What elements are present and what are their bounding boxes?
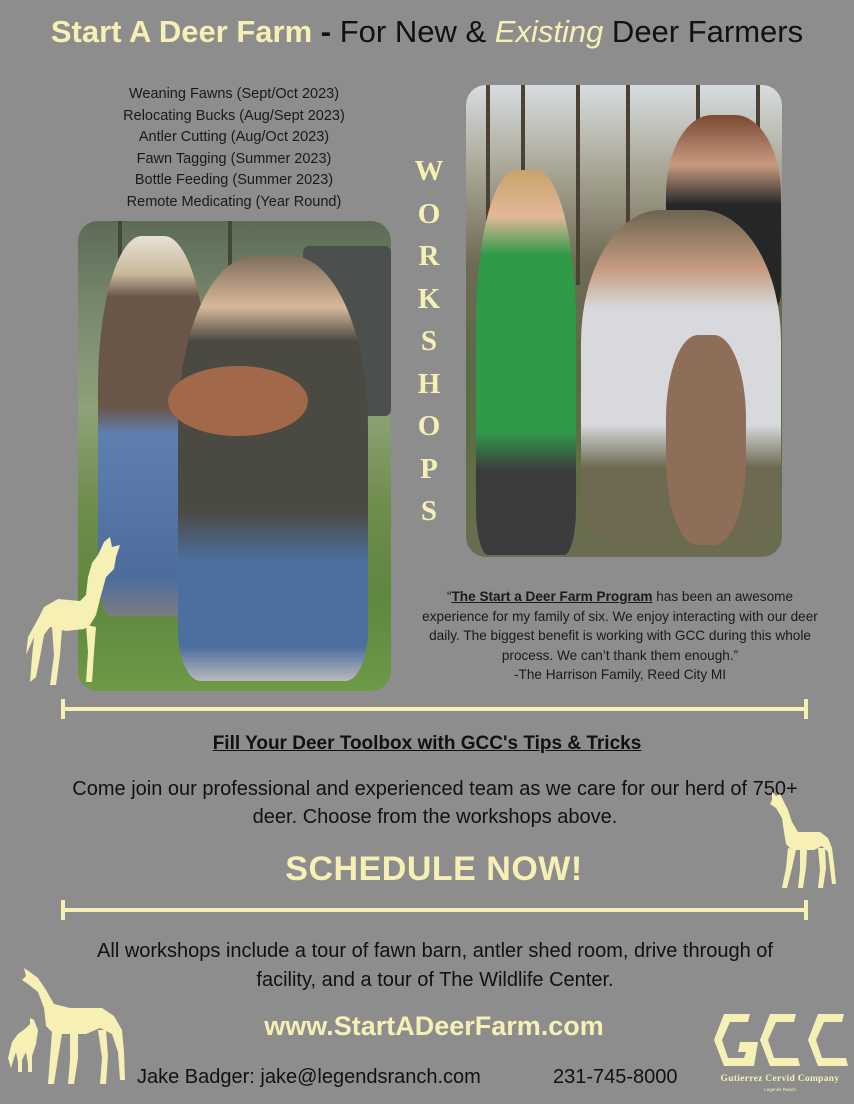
gcc-logo [710, 1010, 850, 1094]
woman-figure [178, 256, 368, 681]
testimonial-body: has been an awesome experience for my family of six. We enjoy interacting with our deer daily. The biggest benefit is working with GCC during this whole process. We can’t thank them enough.” [422, 589, 818, 663]
page-title [0, 14, 854, 50]
workshop-item: Bottle Feeding (Summer 2023) [134, 172, 334, 188]
contact-phone[interactable]: 231-745-8000 [553, 1066, 678, 1088]
vertical-letter: H [417, 367, 441, 400]
fawn-figure [168, 366, 308, 436]
vertical-letter: O [417, 410, 441, 442]
title-subtitle-italic: Existing [494, 14, 604, 49]
divider-top [61, 707, 808, 711]
fawn-silhouette-icon [26, 537, 126, 687]
workshops-vertical-heading [413, 150, 445, 533]
website-link[interactable]: www.StartADeerFarm.com [264, 1011, 604, 1041]
testimonial-program-name: The Start a Deer Farm Program [451, 589, 653, 604]
testimonial-open-quote: “ [446, 589, 452, 604]
vertical-letter: R [418, 240, 440, 272]
tour-paragraph: All workshops include a tour of fawn barn, antler shed room, drive through of facility, and a tour of The Wildlife Center. [97, 940, 773, 991]
intro-paragraph: Come join our professional and experienced team as we care for our herd of 750+ deer. Choose from the workshops above. [72, 778, 798, 828]
testimonial [412, 587, 828, 685]
workshop-item: Remote Medicating (Year Round) [126, 193, 342, 210]
workshop-item: Antler Cutting (Aug/Oct 2023) [138, 129, 330, 145]
logo-subtext: Legends Ranch [764, 1087, 796, 1092]
contact-name-email[interactable]: Jake Badger: jake@legendsranch.com [137, 1066, 481, 1088]
workshop-item: Fawn Tagging (Summer 2023) [136, 150, 332, 167]
vertical-letter: K [417, 282, 441, 315]
gcc-logo-mark-icon [710, 1010, 850, 1070]
divider-bottom [61, 908, 808, 912]
fawn-figure [666, 335, 746, 545]
workshop-item: Weaning Fawns (Sept/Oct 2023) [128, 86, 340, 102]
schedule-now-heading: SCHEDULE NOW! [285, 850, 583, 888]
vertical-letter: W [414, 155, 444, 187]
title-brand: Start A Deer Farm [50, 14, 313, 49]
workshop-item: Relocating Bucks (Aug/Sept 2023) [123, 107, 345, 124]
workshop-list [88, 84, 380, 213]
testimonial-attribution: -The Harrison Family, Reed City MI [513, 667, 726, 682]
title-subtitle-a: For New & [339, 14, 495, 49]
vertical-letter: S [420, 325, 438, 357]
title-separator: - [312, 14, 340, 49]
toolbox-heading: Fill Your Deer Toolbox with GCC's Tips & Tricks [212, 733, 642, 754]
boy-figure [476, 170, 576, 555]
family-photo-right [466, 85, 782, 557]
logo-company-name: Gutierrez Cervid Company [720, 1074, 840, 1084]
vertical-letter: O [417, 197, 441, 230]
vertical-letter: S [420, 495, 438, 527]
title-subtitle-b: Deer Farmers [603, 14, 804, 49]
vertical-letter: P [420, 452, 438, 485]
